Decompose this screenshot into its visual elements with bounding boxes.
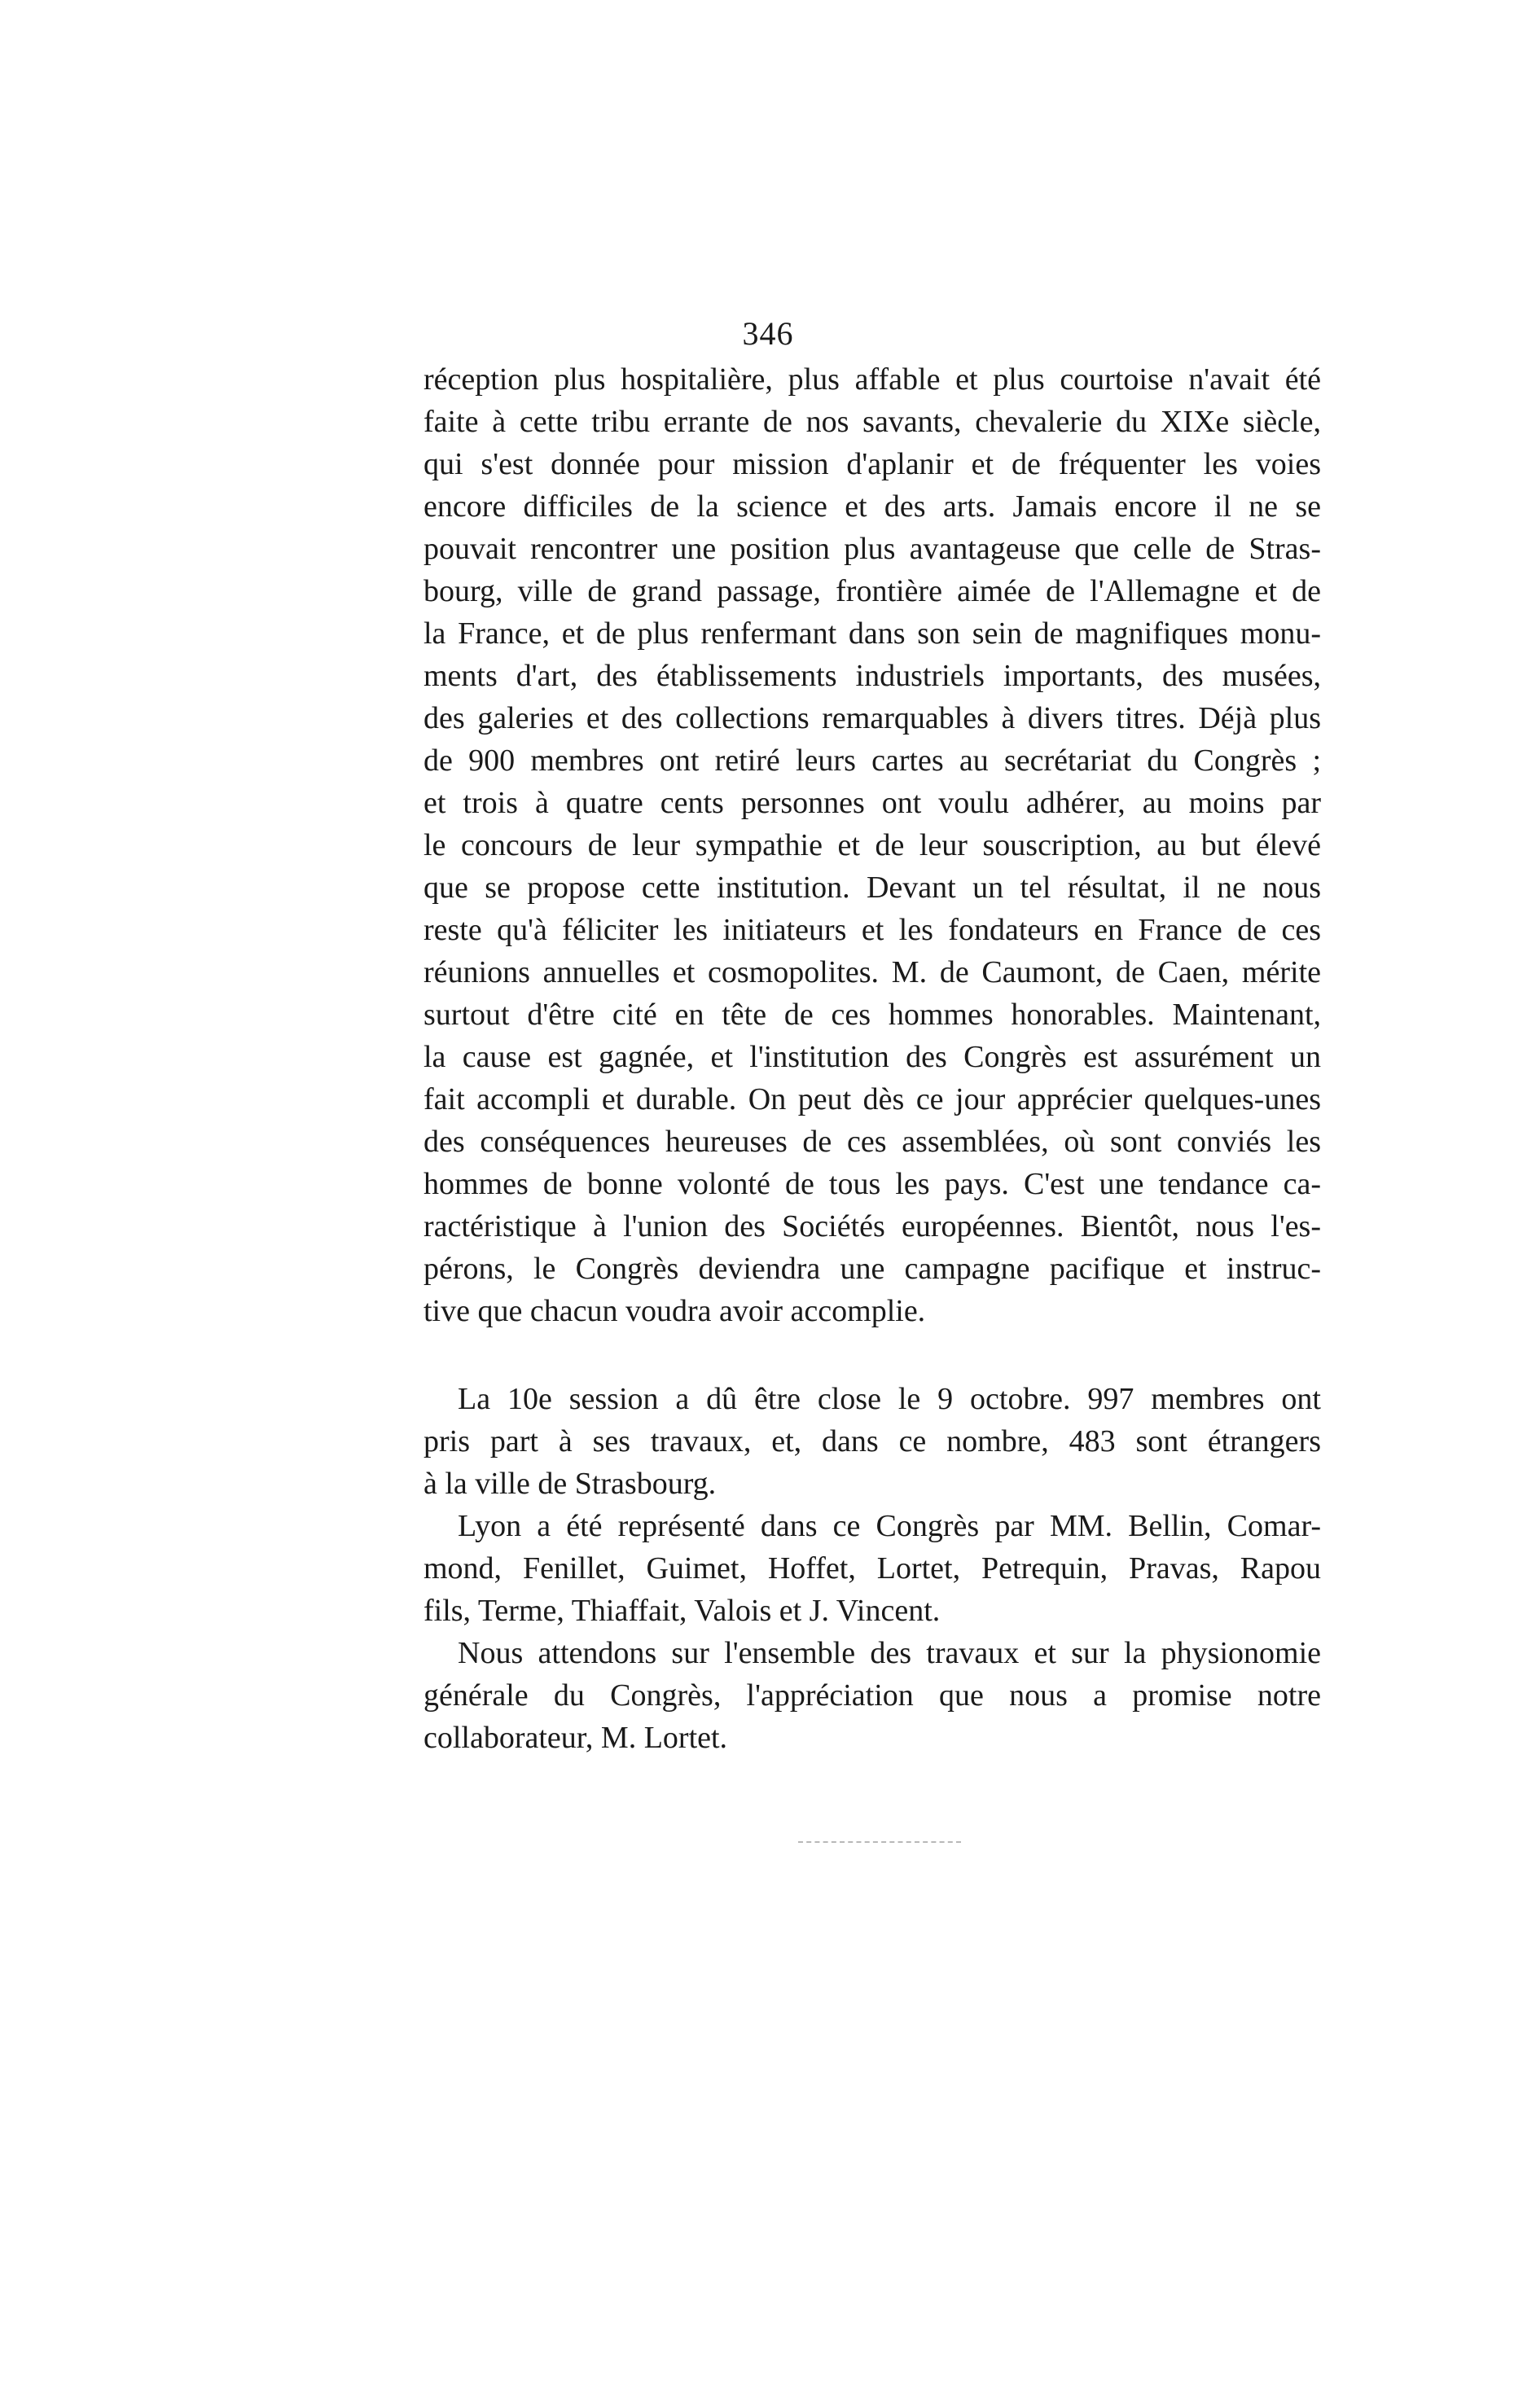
text-line: pris part à ses travaux, et, dans ce nombre, 483 sont étrangers — [423, 1424, 1321, 1458]
text-line: faite à cette tribu errante de nos savants, chevalerie du XIXe siècle, — [423, 405, 1321, 439]
text-line: pérons, le Congrès deviendra une campagne pacifique et instruc- — [423, 1252, 1321, 1286]
text-line: des galeries et des collections remarquables à divers titres. Déjà plus — [423, 701, 1321, 735]
paragraph-3 — [423, 1505, 1321, 1632]
text-line: tive que chacun voudra avoir accomplie. — [423, 1294, 926, 1328]
text-line: fait accompli et durable. On peut dès ce jour apprécier quelques-unes — [423, 1082, 1321, 1116]
text-line: mond, Fenillet, Guimet, Hoffet, Lortet, Petrequin, Pravas, Rapou — [423, 1551, 1321, 1586]
text-line: Nous attendons sur l'ensemble des travaux et sur la physionomie — [458, 1636, 1321, 1670]
text-line: et trois à quatre cents personnes ont voulu adhérer, au moins par — [423, 786, 1321, 820]
text-line: Lyon a été représenté dans ce Congrès par MM. Bellin, Comar- — [458, 1509, 1321, 1543]
text-line: encore difficiles de la science et des arts. Jamais encore il ne se — [423, 489, 1321, 524]
text-line: collaborateur, M. Lortet. — [423, 1721, 728, 1755]
text-line: hommes de bonne volonté de tous les pays. C'est une tendance ca- — [423, 1167, 1321, 1201]
text-line: qui s'est donnée pour mission d'aplanir et de fréquenter les voies — [423, 447, 1321, 481]
text-line: ments d'art, des établissements industriels importants, des musées, — [423, 659, 1321, 693]
paragraph-4 — [423, 1632, 1321, 1759]
text-line: réunions annuelles et cosmopolites. M. de Caumont, de Caen, mérite — [423, 955, 1321, 989]
text-line: que se propose cette institution. Devant un tel résultat, il ne nous — [423, 871, 1321, 905]
text-line: ractéristique à l'union des Sociétés européennes. Bientôt, nous l'es- — [423, 1209, 1321, 1243]
text-line: la cause est gagnée, et l'institution des Congrès est assurément un — [423, 1040, 1321, 1074]
paragraph-2 — [423, 1378, 1321, 1505]
text-line: des conséquences heureuses de ces assemblées, où sont conviés les — [423, 1125, 1321, 1159]
text-line: pouvait rencontrer une position plus avantageuse que celle de Stras- — [423, 532, 1321, 566]
text-line: surtout d'être cité en tête de ces hommes honorables. Maintenant, — [423, 998, 1321, 1032]
text-line: à la ville de Strasbourg. — [423, 1467, 717, 1501]
text-line: fils, Terme, Thiaffait, Valois et J. Vincent. — [423, 1594, 941, 1628]
text-line: le concours de leur sympathie et de leur souscription, au but élevé — [423, 828, 1321, 862]
body-text — [423, 358, 1321, 1759]
page-number: 346 — [742, 315, 794, 352]
text-line: bourg, ville de grand passage, frontière aimée de l'Allemagne et de — [423, 574, 1321, 608]
paragraph-gap — [423, 1332, 1321, 1378]
text-line: reste qu'à féliciter les initiateurs et les fondateurs en France de ces — [423, 913, 1321, 947]
text-line: de 900 membres ont retiré leurs cartes au secrétariat du Congrès ; — [423, 743, 1321, 778]
end-rule — [798, 1841, 961, 1843]
text-line: La 10e session a dû être close le 9 octobre. 997 membres ont — [458, 1382, 1321, 1416]
text-line: la France, et de plus renfermant dans son sein de magnifiques monu- — [423, 616, 1321, 651]
text-line: réception plus hospitalière, plus affable et plus courtoise n'avait été — [423, 362, 1321, 397]
paragraph-1 — [423, 358, 1321, 1332]
text-line: générale du Congrès, l'appréciation que nous a promise notre — [423, 1678, 1321, 1713]
